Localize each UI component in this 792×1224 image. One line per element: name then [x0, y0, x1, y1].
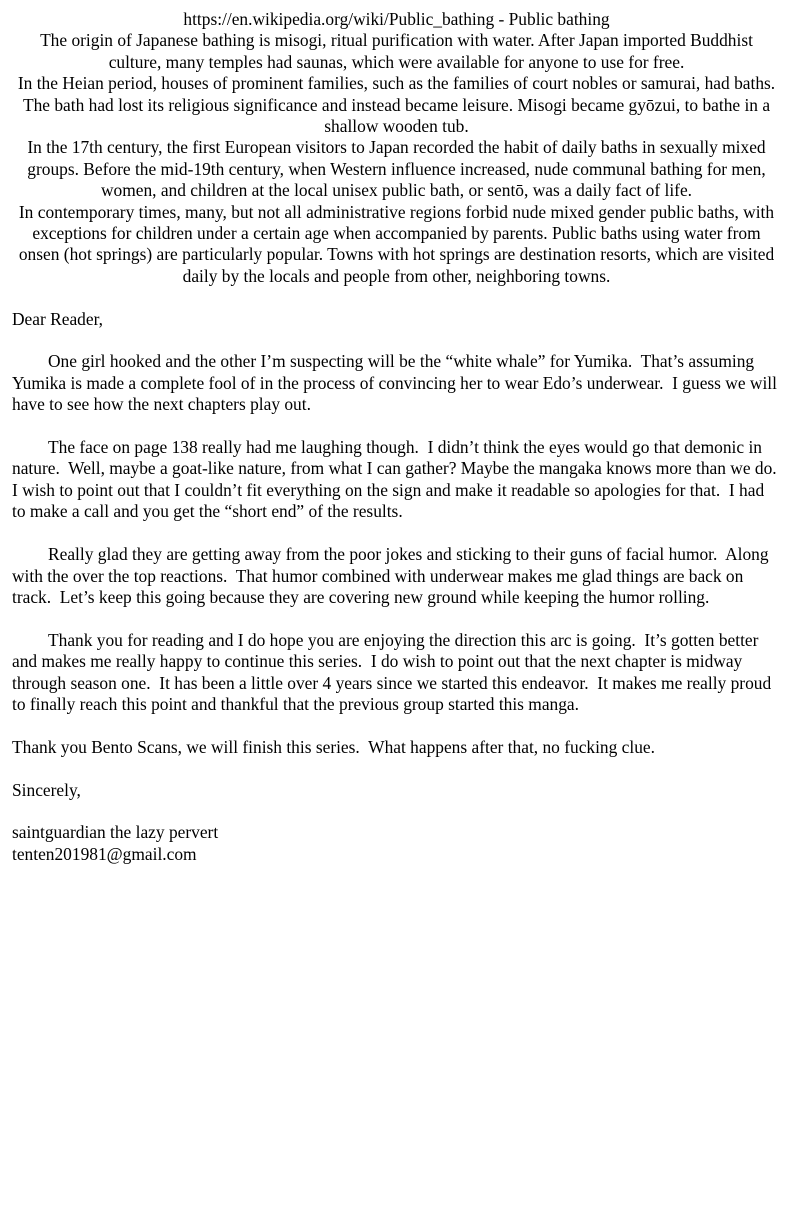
letter-paragraph: Thank you for reading and I do hope you are enjoying the direction this arc is going. It’s gotten better and makes me really happy to continue this series. I do wish to point out that the next chapter is midway through season one. It has been a little over 4 years since we started this endeavor. It makes me really proud to finally reach this point and thankful that the previous group started this manga.	[12, 629, 776, 714]
wiki-paragraph: The origin of Japanese bathing is misogi, ritual purification with water. After Japan imported Buddhist culture, many temples had saunas, which were available for anyone to use for free.	[40, 30, 758, 72]
wiki-paragraph: In the 17th century, the first European visitors to Japan recorded the habit of daily baths in sexually mixed groups. Before the mid-19th century, when Western influence increased, nude communal bathing for men, women, and children at the local unisex public bath, or sentō, was a daily fact of life.	[27, 137, 771, 201]
closing-line: Thank you Bento Scans, we will finish this series. What happens after that, no fucking clue.	[12, 736, 655, 757]
wiki-paragraph: In the Heian period, houses of prominent families, such as the families of court nobles or samurai, had baths. The bath had lost its religious significance and instead became leisure. Misogi became gyōzui, to bathe in a shallow wooden tub.	[17, 73, 780, 137]
signoff: Sincerely,	[12, 779, 81, 800]
letter-paragraph: One girl hooked and the other I’m suspecting will be the “white whale” for Yumika. That’s assuming Yumika is made a complete fool of in the process of convincing her to wear Edo’s underwear. I guess we will have to see how the next chapters play out.	[12, 351, 782, 415]
letter-paragraph: The face on page 138 really had me laughing though. I didn’t think the eyes would go that demonic in nature. Well, maybe a goat-like nature, from what I can gather? Maybe the mangaka knows more than we do. I wish to point out that I couldn’t fit everything on the sign and make it readable so apologies for that. I had to make a call and you get the “short end” of the results.	[12, 437, 786, 522]
wiki-paragraph: In contemporary times, many, but not all administrative regions forbid nude mixed gender public baths, with exceptions for children under a certain age when accompanied by parents. Public baths using water from onsen (hot springs) are particularly popular. Towns with hot springs are destination resorts, which are visited daily by the locals and people from other, neighboring towns.	[18, 201, 779, 286]
source-url-line: https://en.wikipedia.org/wiki/Public_bathing - Public bathing	[183, 9, 610, 29]
letter-paragraph: Really glad they are getting away from the poor jokes and sticking to their guns of facial humor. Along with the over the top reactions. That humor combined with underwear makes me glad things are back on track. Let’s keep this going because they are covering new ground while keeping the humor rolling.	[12, 544, 773, 607]
salutation: Dear Reader,	[12, 308, 104, 329]
signature-email: tenten201981@gmail.com	[12, 843, 197, 864]
signature-name: saintguardian the lazy pervert	[12, 822, 219, 843]
